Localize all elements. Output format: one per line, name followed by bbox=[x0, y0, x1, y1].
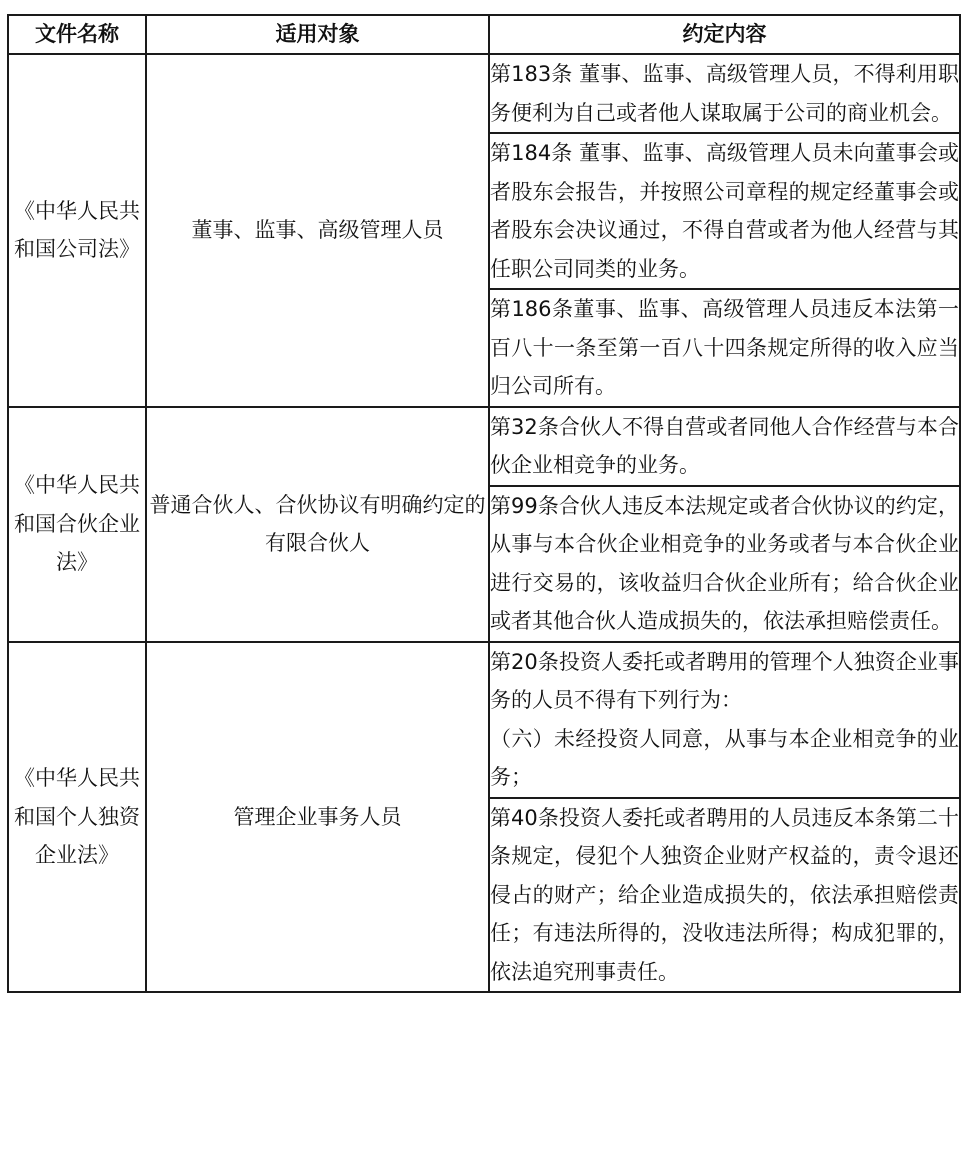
law-comparison-table bbox=[7, 14, 961, 993]
table-row bbox=[8, 407, 960, 486]
clause-cell: 第184条 董事、监事、高级管理人员未向董事会或者股东会报告，并按照公司章程的规定经董事会或者股东会决议通过，不得自营或者为他人经营与其任职公司同类的业务。 bbox=[489, 133, 960, 289]
header-applicable-target: 适用对象 bbox=[146, 15, 489, 54]
header-file-name: 文件名称 bbox=[8, 15, 146, 54]
clause-cell: 第183条 董事、监事、高级管理人员，不得利用职务便利为自己或者他人谋取属于公司的商业机会。 bbox=[489, 54, 960, 133]
target-cell: 董事、监事、高级管理人员 bbox=[146, 54, 489, 407]
law-name-cell: 《中华人民共和国个人独资企业法》 bbox=[8, 642, 146, 993]
clause-paragraph: （六）未经投资人同意，从事与本企业相竞争的业务； bbox=[490, 726, 959, 789]
clause-paragraph: 第20条投资人委托或者聘用的管理个人独资企业事务的人员不得有下列行为： bbox=[490, 649, 959, 712]
header-agreed-content: 约定内容 bbox=[489, 15, 960, 54]
clause-cell bbox=[489, 642, 960, 798]
clause-cell: 第186条董事、监事、高级管理人员违反本法第一百八十一条至第一百八十四条规定所得的收入应当归公司所有。 bbox=[489, 289, 960, 407]
table-row bbox=[8, 54, 960, 133]
clause-cell: 第32条合伙人不得自营或者同他人合作经营与本合伙企业相竞争的业务。 bbox=[489, 407, 960, 486]
target-cell: 管理企业事务人员 bbox=[146, 642, 489, 993]
law-name-cell: 《中华人民共和国公司法》 bbox=[8, 54, 146, 407]
target-cell: 普通合伙人、合伙协议有明确约定的有限合伙人 bbox=[146, 407, 489, 642]
table-row bbox=[8, 642, 960, 798]
clause-cell: 第99条合伙人违反本法规定或者合伙协议的约定，从事与本合伙企业相竞争的业务或者与本合伙企业进行交易的，该收益归合伙企业所有；给合伙企业或者其他合伙人造成损失的，依法承担赔偿责任。 bbox=[489, 486, 960, 642]
law-name-cell: 《中华人民共和国合伙企业法》 bbox=[8, 407, 146, 642]
header-row bbox=[8, 15, 960, 54]
clause-cell: 第40条投资人委托或者聘用的人员违反本条第二十条规定，侵犯个人独资企业财产权益的，责令退还侵占的财产；给企业造成损失的，依法承担赔偿责任；有违法所得的，没收违法所得；构成犯罪的，依法追究刑事责任。 bbox=[489, 798, 960, 993]
